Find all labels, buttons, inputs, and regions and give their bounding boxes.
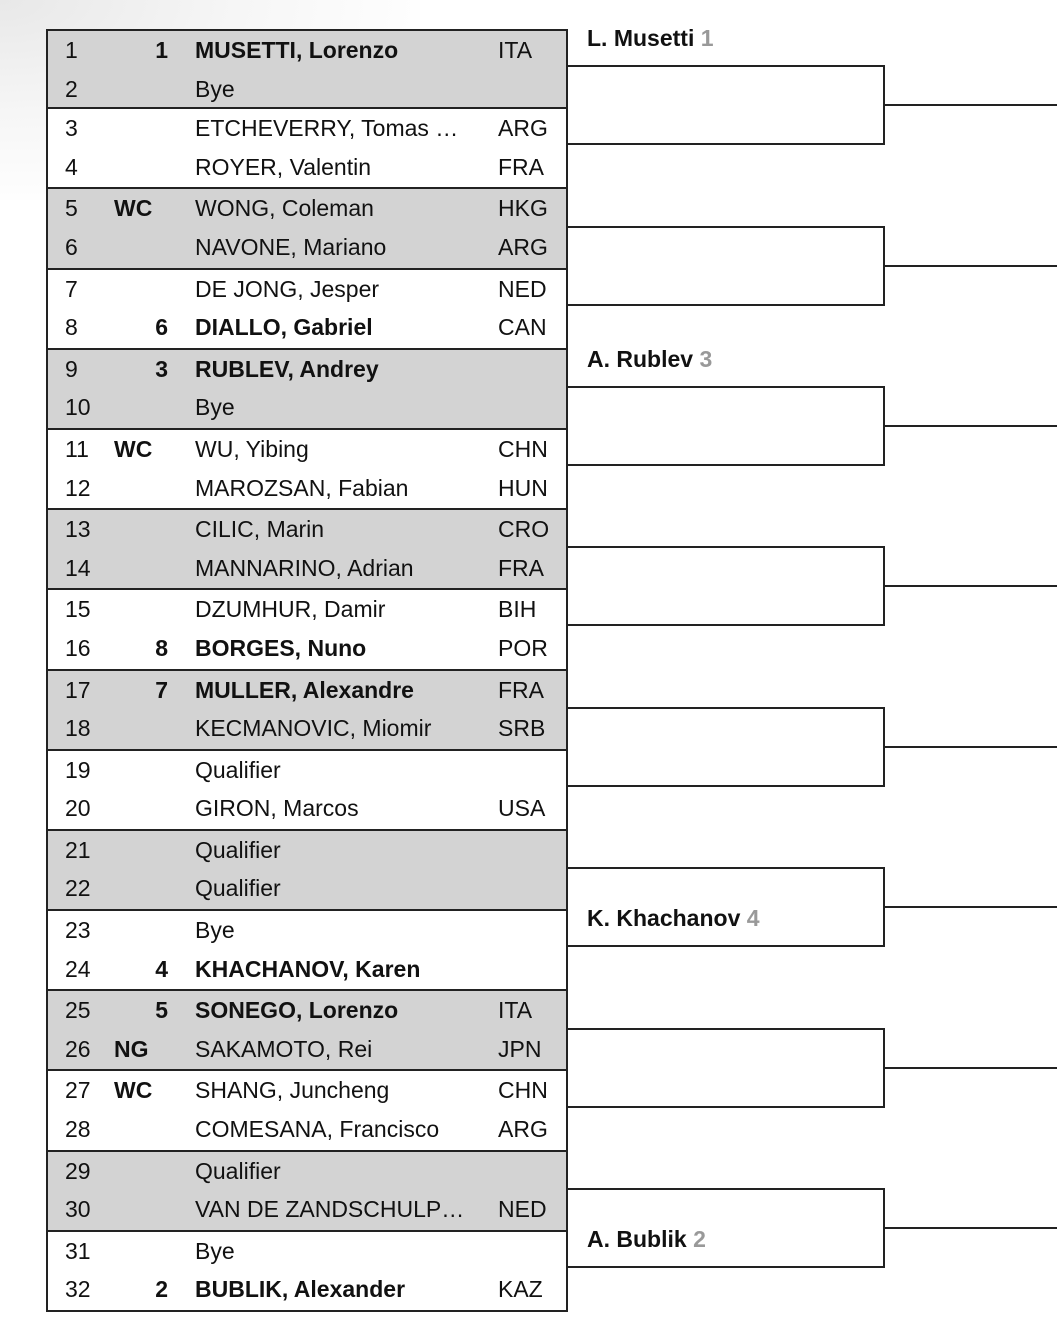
draw-position: 13: [65, 516, 91, 543]
seed-or-entry-tag: WC: [114, 1077, 153, 1104]
draw-pair: [46, 430, 568, 510]
draw-pair: [46, 1071, 568, 1151]
player-name[interactable]: NAVONE, Mariano: [195, 233, 387, 260]
player-name[interactable]: GIRON, Marcos: [195, 795, 359, 822]
draw-row: [48, 950, 566, 989]
draw-position: 7: [65, 275, 78, 302]
seed-or-entry-tag: 5: [155, 997, 168, 1024]
player-country: KAZ: [498, 1276, 543, 1303]
player-country: FRA: [498, 676, 544, 703]
player-name[interactable]: SHANG, Juncheng: [195, 1077, 390, 1104]
draw-row: [48, 629, 566, 668]
draw-row: [48, 1110, 566, 1149]
player-name[interactable]: VAN DE ZANDSCHULP…: [195, 1196, 465, 1223]
player-country: FRA: [498, 554, 544, 581]
winner-name: A. Rublev: [587, 345, 694, 372]
draw-row: [48, 70, 566, 109]
bracket-match-box: [568, 546, 885, 626]
player-name[interactable]: ETCHEVERRY, Tomas …: [195, 115, 459, 142]
player-name[interactable]: DIALLO, Gabriel: [195, 314, 373, 341]
draw-row: [48, 228, 566, 267]
draw-row: [48, 1232, 566, 1271]
draw-position: 30: [65, 1196, 91, 1223]
draw-position: 32: [65, 1276, 91, 1303]
player-country: ITA: [498, 997, 533, 1024]
player-country: CRO: [498, 516, 550, 543]
bracket-match-box: [568, 386, 885, 466]
bracket-match-box: [568, 226, 885, 306]
draw-position: 1: [65, 37, 78, 63]
winner-seed: 4: [746, 905, 760, 932]
player-name[interactable]: MULLER, Alexandre: [195, 676, 414, 703]
player-country: ARG: [498, 115, 548, 142]
bracket-line: [885, 104, 1057, 106]
draw-pair: [46, 991, 568, 1071]
player-name[interactable]: Qualifier: [195, 836, 281, 863]
draw-row: [48, 148, 566, 187]
player-country: HUN: [498, 474, 548, 501]
draw-position: 4: [65, 153, 78, 180]
seed-or-entry-tag: WC: [114, 435, 153, 462]
draw-pair: [46, 751, 568, 831]
draw-pair: [46, 911, 568, 991]
bracket-line: [885, 1227, 1057, 1229]
draw-position: 31: [65, 1237, 91, 1264]
winner-name: K. Khachanov: [587, 905, 741, 932]
draw-pair: [46, 29, 568, 109]
player-name[interactable]: WU, Yibing: [195, 435, 309, 462]
bracket-match-box: [568, 1028, 885, 1108]
player-name[interactable]: DZUMHUR, Damir: [195, 596, 386, 623]
bracket-match-box: [568, 65, 885, 145]
player-country: POR: [498, 634, 548, 661]
player-country: CHN: [498, 1077, 548, 1104]
seed-or-entry-tag: 7: [155, 676, 168, 703]
draw-position: 27: [65, 1077, 91, 1104]
player-country: HKG: [498, 195, 548, 222]
draw-position: 12: [65, 474, 91, 501]
draw-position: 3: [65, 115, 78, 142]
draw-pair: [46, 1152, 568, 1232]
draw-position: 18: [65, 715, 91, 742]
draw-row: [48, 1030, 566, 1069]
player-name[interactable]: Bye: [195, 1237, 235, 1264]
draw-position: 14: [65, 554, 91, 581]
draw-position: 22: [65, 875, 91, 902]
round-winner: [587, 1226, 706, 1253]
draw-pair: [46, 350, 568, 430]
player-name[interactable]: Bye: [195, 394, 235, 421]
draw-position: 10: [65, 394, 91, 421]
draw-position: 24: [65, 955, 91, 982]
bracket-match-box: [568, 707, 885, 787]
bracket-line: [885, 585, 1057, 587]
draw-position: 25: [65, 997, 91, 1024]
draw-row: [48, 109, 566, 148]
draw-row: [48, 1152, 566, 1191]
player-name[interactable]: Bye: [195, 75, 235, 102]
draw-row: [48, 831, 566, 870]
round-winner: [587, 25, 714, 52]
draw-pair: [46, 510, 568, 590]
draw-row: [48, 31, 566, 70]
draw-row: [48, 789, 566, 828]
bracket-line: [885, 265, 1057, 267]
draw-row: [48, 1270, 566, 1309]
round-winner: [587, 905, 760, 932]
player-country: BIH: [498, 596, 537, 623]
player-country: ARG: [498, 1116, 548, 1143]
draw-row: [48, 709, 566, 748]
winner-seed: 1: [700, 25, 714, 51]
player-name[interactable]: Qualifier: [195, 875, 281, 902]
bracket-line: [885, 425, 1057, 427]
player-name[interactable]: MANNARINO, Adrian: [195, 554, 414, 581]
player-country: NED: [498, 275, 547, 302]
seed-or-entry-tag: 4: [155, 955, 168, 982]
player-country: CAN: [498, 314, 547, 341]
player-country: USA: [498, 795, 546, 822]
draw-row: [48, 510, 566, 549]
winner-seed: 2: [693, 1226, 706, 1252]
player-name[interactable]: MAROZSAN, Fabian: [195, 474, 409, 501]
player-name[interactable]: KECMANOVIC, Miomir: [195, 715, 432, 742]
draw-position: 21: [65, 836, 91, 863]
player-name[interactable]: SAKAMOTO, Rei: [195, 1035, 373, 1062]
bracket-line: [885, 906, 1057, 908]
draw-position: 17: [65, 676, 91, 703]
bracket-line: [885, 1067, 1057, 1069]
player-name[interactable]: WONG, Coleman: [195, 195, 374, 222]
draw-position: 29: [65, 1157, 91, 1184]
draw-position: 20: [65, 795, 91, 822]
draw-pair: [46, 270, 568, 350]
draw-position: 5: [65, 195, 78, 222]
seed-or-entry-tag: WC: [114, 195, 153, 222]
draw-row: [48, 549, 566, 588]
seed-or-entry-tag: 8: [155, 634, 168, 661]
draw-row: [48, 350, 566, 389]
draw-table: [46, 29, 568, 1312]
draw-row: [48, 469, 566, 508]
player-country: NED: [498, 1196, 547, 1223]
player-name[interactable]: MUSETTI, Lorenzo: [195, 37, 399, 63]
player-name[interactable]: ROYER, Valentin: [195, 153, 371, 180]
draw-row: [48, 869, 566, 908]
draw-position: 11: [65, 435, 89, 462]
seed-or-entry-tag: 3: [155, 355, 168, 382]
draw-pair: [46, 831, 568, 911]
draw-position: 16: [65, 634, 91, 661]
draw-row: [48, 751, 566, 790]
player-name[interactable]: BORGES, Nuno: [195, 634, 367, 661]
draw-pair: [46, 671, 568, 751]
draw-pair: [46, 1232, 568, 1312]
draw-row: [48, 671, 566, 710]
draw-row: [48, 388, 566, 427]
player-name[interactable]: CILIC, Marin: [195, 516, 325, 543]
seed-or-entry-tag: 2: [155, 1276, 168, 1303]
player-country: ARG: [498, 233, 548, 260]
bracket-line: [885, 746, 1057, 748]
draw-pair: [46, 590, 568, 670]
player-name[interactable]: KHACHANOV, Karen: [195, 955, 421, 982]
draw-position: 23: [65, 917, 91, 944]
seed-or-entry-tag: 6: [155, 314, 168, 341]
draw-row: [48, 270, 566, 309]
player-name[interactable]: Qualifier: [195, 1157, 281, 1184]
winner-name: A. Bublik: [587, 1226, 687, 1252]
winner-name: L. Musetti: [587, 25, 695, 51]
draw-pair: [46, 109, 568, 189]
draw-position: 6: [65, 233, 78, 260]
player-name[interactable]: BUBLIK, Alexander: [195, 1276, 406, 1303]
player-name[interactable]: Bye: [195, 917, 235, 944]
draw-position: 15: [65, 596, 91, 623]
draw-row: [48, 1190, 566, 1229]
player-name[interactable]: COMESANA, Francisco: [195, 1116, 440, 1143]
draw-pair: [46, 189, 568, 269]
player-name[interactable]: SONEGO, Lorenzo: [195, 997, 399, 1024]
draw-row: [48, 590, 566, 629]
winner-seed: 3: [699, 345, 713, 372]
player-country: FRA: [498, 153, 544, 180]
draw-row: [48, 1071, 566, 1110]
draw-row: [48, 911, 566, 950]
player-country: ITA: [498, 37, 533, 63]
draw-position: 19: [65, 756, 91, 783]
round-winner: [587, 346, 712, 373]
player-name[interactable]: Qualifier: [195, 756, 281, 783]
player-name[interactable]: DE JONG, Jesper: [195, 275, 380, 302]
draw-position: 9: [65, 355, 78, 382]
draw-row: [48, 308, 566, 347]
draw-position: 2: [65, 75, 78, 102]
player-country: JPN: [498, 1035, 542, 1062]
player-country: CHN: [498, 435, 548, 462]
draw-row: [48, 189, 566, 228]
draw-row: [48, 430, 566, 469]
player-name[interactable]: RUBLEV, Andrey: [195, 355, 379, 382]
player-country: SRB: [498, 715, 546, 742]
draw-position: 28: [65, 1116, 91, 1143]
seed-or-entry-tag: 1: [155, 37, 168, 63]
draw-row: [48, 991, 566, 1030]
draw-position: 26: [65, 1035, 91, 1062]
draw-position: 8: [65, 314, 78, 341]
seed-or-entry-tag: NG: [114, 1035, 149, 1062]
